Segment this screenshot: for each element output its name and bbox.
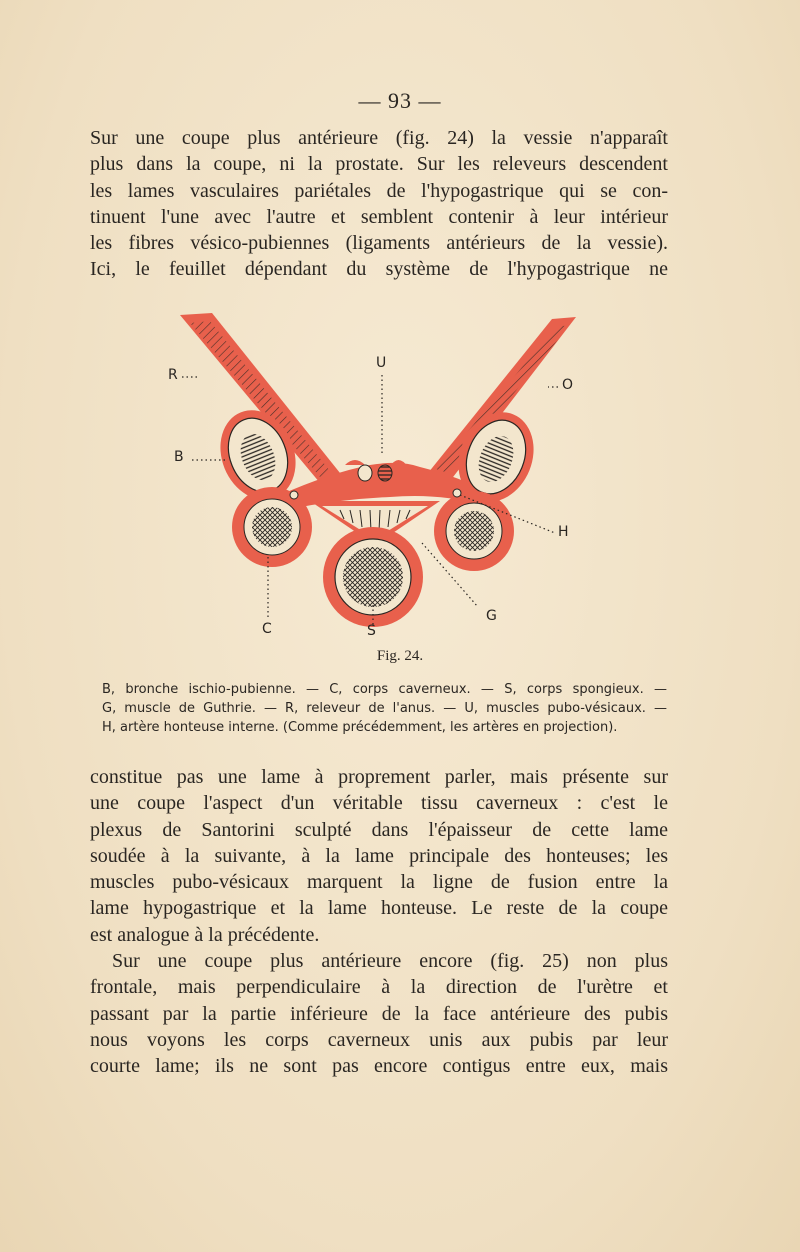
label-O: O (562, 377, 574, 393)
text-line: une coupe l'aspect d'un véritable tissu caverneux : c'est le (90, 792, 668, 815)
text-line: Sur une coupe plus antérieure encore (fig. 25) non plus (112, 950, 668, 973)
caption-line: G, muscle de Guthrie. — R, releveur de l'anus. — U, muscles pubo-vésicaux. — (102, 701, 667, 716)
page-number: — 93 — (358, 88, 442, 113)
label-C: C (262, 621, 272, 637)
text-line: passant par la partie inférieure de la face antérieure des pubis (90, 1002, 668, 1025)
text-line: tinuent l'une avec l'autre et semblent contenir à leur intérieur (90, 205, 668, 228)
left-corpus-cavernosum (232, 487, 312, 567)
text-line: muscles pubo-vésicaux marquent la ligne de fusion entre la (90, 871, 668, 894)
figure-caption-title: Fig. 24. (376, 648, 424, 664)
paragraph-2 (90, 764, 668, 1080)
text-line: est analogue à la précédente. (90, 923, 320, 946)
label-S: S (367, 623, 376, 639)
label-B: B (174, 449, 184, 465)
figure-caption (102, 680, 667, 737)
label-R: R (168, 367, 178, 383)
text-line: nous voyons les corps caverneux unis aux pubis par leur (90, 1028, 668, 1051)
label-G: G (486, 608, 497, 624)
text-line: les lames vasculaires pariétales de l'hypogastrique qui se con- (90, 179, 668, 202)
label-H: H (558, 524, 569, 540)
caption-line: B, bronche ischio-pubienne. — C, corps caverneux. — S, corps spongieux. — (102, 682, 667, 697)
text-line: courte lame; ils ne sont pas encore contigus entre eux, mais (90, 1055, 668, 1078)
text-line: plexus de Santorini sculpté dans l'épaisseur de cette lame (90, 818, 668, 841)
caption-line: H, artère honteuse interne. (Comme précédemment, les artères en projection). (102, 720, 618, 735)
text-line: les fibres vésico-pubiennes (ligaments antérieurs de la vessie). (90, 232, 668, 255)
right-corpus-cavernosum (434, 491, 514, 571)
corpus-spongiosum (323, 527, 423, 627)
text-line: constitue pas une lame à proprement parler, mais présente sur (90, 766, 668, 788)
paragraph-1 (90, 125, 668, 283)
label-U: U (376, 355, 387, 371)
text-line: plus dans la coupe, ni la prostate. Sur les releveurs descendent (90, 153, 668, 176)
text-line: soudée à la suivante, à la lame principale des honteuses; les (90, 844, 668, 867)
text-line: Ici, le feuillet dépendant du système de l'hypogastrique ne (90, 258, 668, 281)
anatomical-figure (160, 305, 600, 645)
text-line: Sur une coupe plus antérieure (fig. 24) la vessie n'apparaît (90, 127, 668, 149)
text-line: lame hypogastrique et la lame honteuse. Le reste de la coupe (90, 897, 668, 920)
text-line: frontale, mais perpendiculaire à la direction de l'urètre et (90, 976, 668, 999)
